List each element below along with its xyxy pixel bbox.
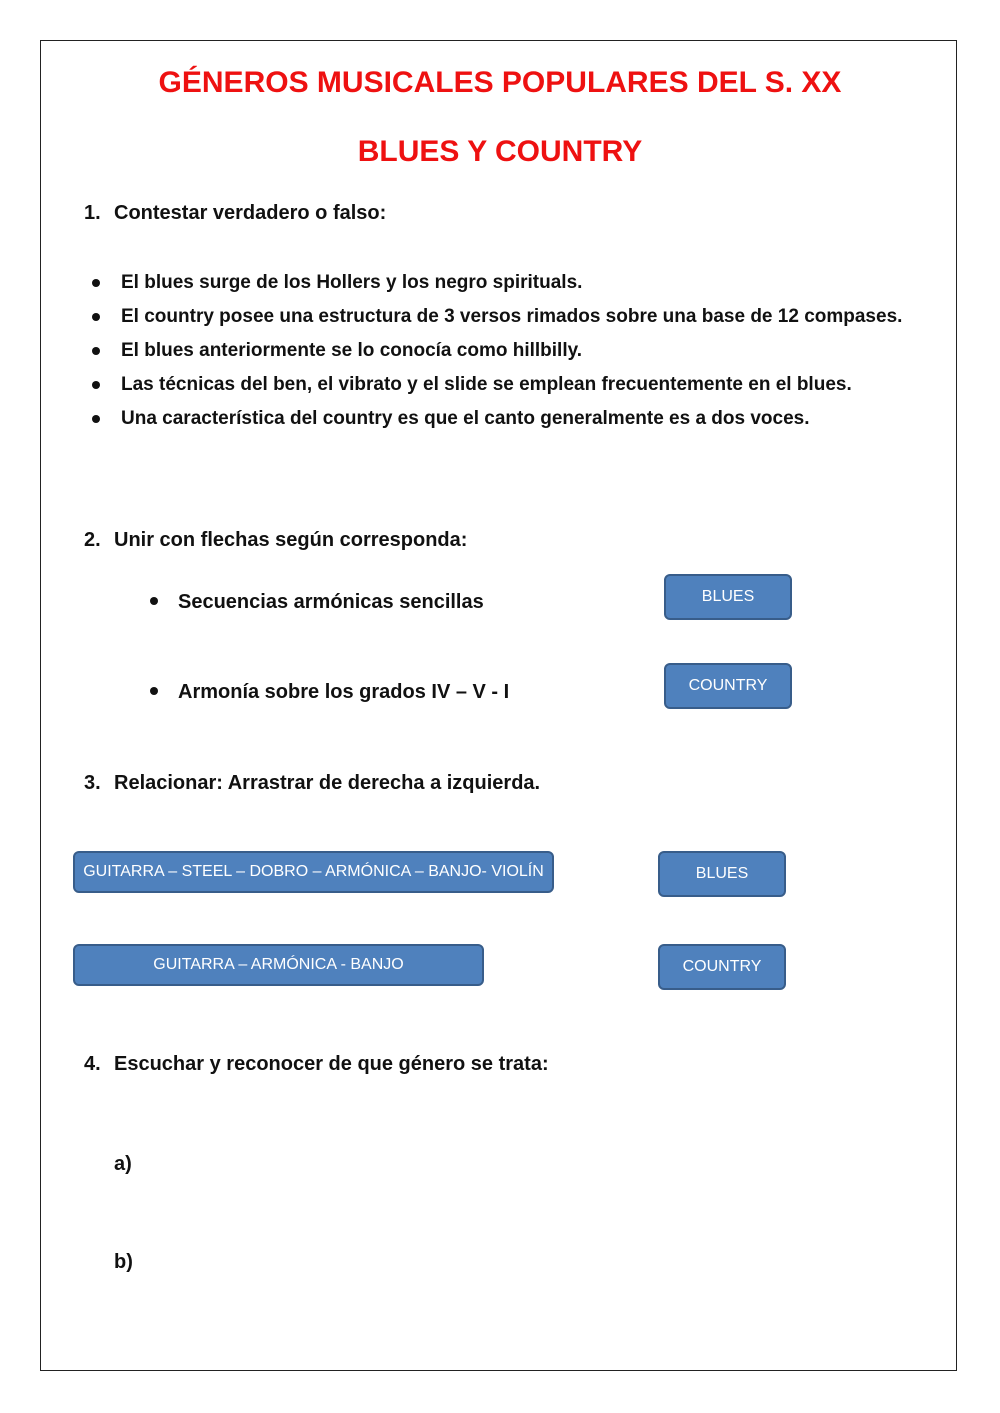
page-subtitle: BLUES Y COUNTRY xyxy=(357,135,643,168)
page-title: GÉNEROS MUSICALES POPULARES DEL S. XX xyxy=(158,66,842,99)
question-2-heading xyxy=(84,530,467,550)
statement-3[interactable]: El blues anteriormente se lo conocía como hillbilly. xyxy=(88,334,918,368)
draggable-genre-country[interactable]: COUNTRY xyxy=(658,944,786,990)
question-2-text: Unir con flechas según corresponda: xyxy=(114,529,468,551)
answer-label-a: a) xyxy=(114,1153,132,1175)
question-1-number: 1. xyxy=(84,202,101,224)
answer-label-b: b) xyxy=(114,1251,133,1273)
draggable-genre-blues[interactable]: BLUES xyxy=(658,851,786,897)
match-item-1-label: Secuencias armónicas sencillas xyxy=(178,591,484,613)
bullet-icon xyxy=(150,687,158,695)
bullet-icon xyxy=(150,597,158,605)
statement-4[interactable]: Las técnicas del ben, el vibrato y el slide se emplean frecuentemente en el blues. xyxy=(88,368,918,402)
question-3-heading xyxy=(84,773,540,793)
statement-5[interactable]: Una característica del country es que el canto generalmente es a dos voces. xyxy=(88,402,918,436)
question-1-heading xyxy=(84,203,386,223)
instruments-drop-zone-2[interactable]: GUITARRA – ARMÓNICA - BANJO xyxy=(73,944,484,986)
question-4-text: Escuchar y reconocer de que género se trata: xyxy=(114,1053,549,1075)
question-2-number: 2. xyxy=(84,529,101,551)
statement-2[interactable]: El country posee una estructura de 3 versos rimados sobre una base de 12 compases. xyxy=(88,300,918,334)
instruments-drop-zone-1[interactable]: GUITARRA – STEEL – DOBRO – ARMÓNICA – BANJO- VIOLÍN xyxy=(73,851,554,893)
match-item-1[interactable] xyxy=(150,592,484,612)
match-item-2[interactable] xyxy=(150,682,509,702)
question-3-text: Relacionar: Arrastrar de derecha a izquierda. xyxy=(114,772,541,794)
question-4-number: 4. xyxy=(84,1053,101,1075)
statement-1[interactable]: El blues surge de los Hollers y los negro spirituals. xyxy=(88,266,918,300)
match-item-2-label: Armonía sobre los grados IV – V - I xyxy=(178,681,510,703)
match-target-country[interactable]: COUNTRY xyxy=(664,663,792,709)
true-false-list xyxy=(88,266,918,436)
question-4-heading xyxy=(84,1054,549,1074)
match-target-blues[interactable]: BLUES xyxy=(664,574,792,620)
page-border xyxy=(40,40,957,1371)
question-3-number: 3. xyxy=(84,772,101,794)
question-1-text: Contestar verdadero o falso: xyxy=(114,202,387,224)
